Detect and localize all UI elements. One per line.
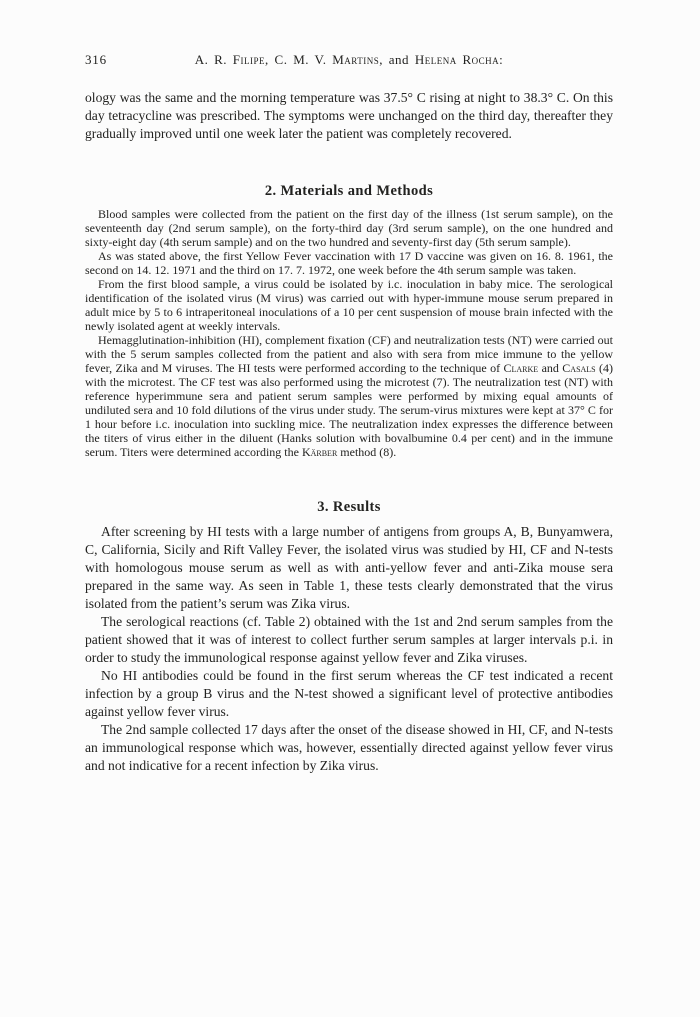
text-run: A. R. — [194, 52, 233, 67]
person-name: Filipe — [232, 52, 266, 67]
section — [85, 499, 613, 775]
person-name: Clarke — [503, 361, 539, 375]
text-run: As was stated above, the first Yellow Fever vaccination with 17 D vaccine was given on 16. 8. 1961, the second on 14. 12. 1971 and the third on 17. 7. 1972, one week before the 4th serum sample was taken. — [85, 249, 613, 277]
text-run: The serological reactions (cf. Table 2) obtained with the 1st and 2nd serum samples from the patient showed that it was of interest to collect further serum samples at larger intervals p.i. in order to study the immunological response against yellow fever and Zika viruses. — [85, 614, 613, 665]
paragraph — [85, 207, 613, 249]
running-authors — [85, 52, 613, 68]
text-run: , C. M. V. — [265, 52, 333, 67]
person-name: Kärber — [301, 445, 338, 459]
section — [85, 183, 613, 459]
text-run: No HI antibodies could be found in the first serum whereas the CF test indicated a recent infection by a group B virus and the N-test showed a significant level of protective antibodies against yellow fever virus. — [85, 668, 613, 719]
text-run: and — [538, 361, 563, 375]
text-run: ology was the same and the morning temperature was 37.5° C rising at night to 38.3° C. On this day tetracycline was prescribed. The symptoms were unchanged on the third day, thereafter they gradually improved until one week later the patient was completely recovered. — [85, 90, 613, 141]
paragraph — [85, 249, 613, 277]
page-number: 316 — [85, 52, 107, 67]
sections-container — [85, 183, 613, 775]
text-run: Blood samples were collected from the patient on the first day of the illness (1st serum sample), on the seventeenth day (2nd serum sample), on the forty-third day (3rd serum sample), on the one hundred and sixty-eight day (4th serum sample) and on the two hundred and seventy-first day (5th serum sample). — [85, 207, 613, 249]
intro-paragraph — [85, 89, 613, 143]
paragraph — [85, 523, 613, 613]
text-run: The 2nd sample collected 17 days after the onset of the disease showed in HI, CF, and N-tests an immunological response which was, however, essentially directed against yellow fever virus and not indicative for a recent infection by Zika virus. — [85, 722, 613, 773]
person-name: Casals — [562, 361, 596, 375]
text-run: method (8). — [337, 445, 397, 459]
person-name: Martins — [332, 52, 380, 67]
paragraph — [85, 721, 613, 775]
text-run: From the first blood sample, a virus could be isolated by i.c. inoculation in baby mice. The serological identification of the isolated virus (M virus) was carried out with hyper-immune mouse serum prepared in adult mice by 5 to 6 intraperitoneal inoculations of a 10 per cent suspension of mouse brain infected with the newly isolated agent at weekly intervals. — [85, 277, 613, 333]
text-run: (4) with the microtest. The CF test was also performed using the microtest (7). The neutralization test (NT) with reference hyperimmune sera and patient serum samples were performed by mixing equal amounts of undiluted sera and 10 fold dilutions of the virus under study. The serum-virus mixtures were kept at 37° C for 1 hour before i.c. inoculation into suckling mice. The neutralization index expresses the difference between the titers of virus either in the diluent (Hanks solution with bovalbumine 0.4 per cent) and in the immune serum. Titers were determined according the — [85, 361, 613, 459]
paragraph — [85, 277, 613, 333]
section-heading: 3. Results — [317, 499, 381, 515]
section-heading: 2. Materials and Methods — [264, 183, 434, 199]
text-run: : — [499, 52, 504, 67]
paragraph — [85, 667, 613, 721]
text-run: Hemagglutination-inhibition (HI), complement fixation (CF) and neutralization tests (NT) were carried out with the 5 serum samples collected from the patient and also with sera from mice immune to the yellow fever, Zika and M viruses. The HI tests were performed according to the technique of — [85, 333, 613, 375]
running-header — [85, 52, 613, 68]
paragraph — [85, 613, 613, 667]
text-run: , and — [379, 52, 415, 67]
paragraph — [85, 333, 613, 459]
person-name: Helena Rocha — [414, 52, 500, 67]
text-run: After screening by HI tests with a large number of antigens from groups A, B, Bunyamwera, C, California, Sicily and Rift Valley Fever, the isolated virus was studied by HI, CF and N-tests with homologous mouse serum as well as with anti-yellow fever and anti-Zika mouse sera prepared in the same way. As seen in Table 1, these tests clearly demonstrated that the virus isolated from the patient’s serum was Zika virus. — [85, 524, 613, 611]
